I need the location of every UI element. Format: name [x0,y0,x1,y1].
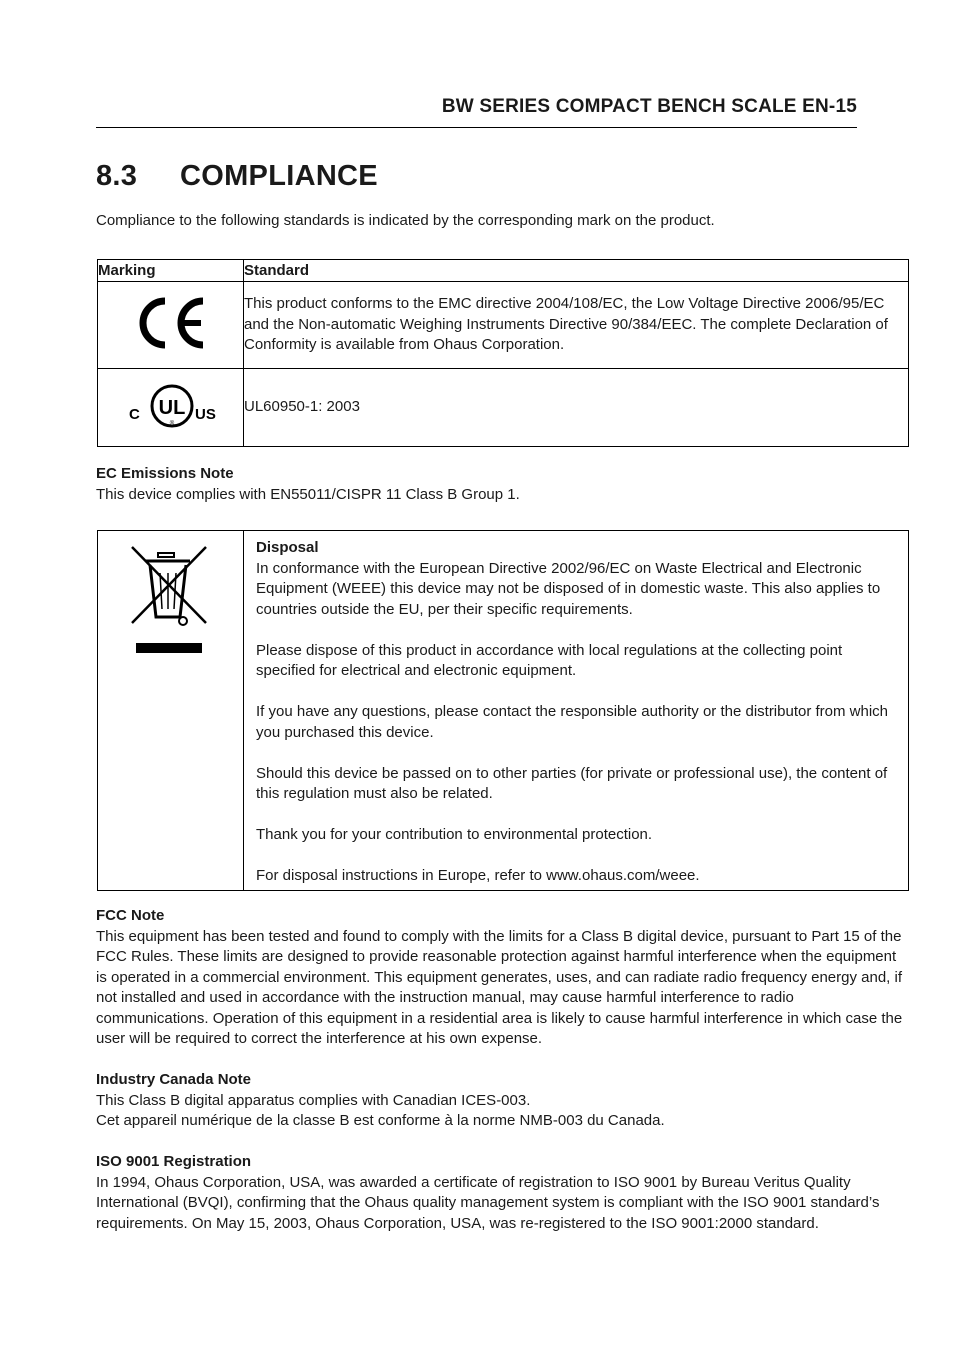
fcc-note-text: This equipment has been tested and found to comply with the limits for a Class B digital device, pursuant to Part 15 of the FCC Rules. These limits are designed to provide reasonable protection against harmful interference when the equipment is operated in a commercial environment. This equipment generates, uses, and can radiate radio frequency energy and, if not installed and used in accordance with the instruction manual, may cause harmful interference to radio communications. Operation of this equipment in a residential area is likely to cause harmful interference in which case the user will be required to correct the interference at his own expense. [96,927,903,1047]
industry-canada-note [96,1070,908,1132]
disposal-paragraph-6: For disposal instructions in Europe, refer to www.ohaus.com/weee. [256,867,700,884]
section-title [96,160,378,193]
fcc-note-title: FCC Note [96,907,165,924]
compliance-marks-table [97,259,909,447]
disposal-divider [243,531,244,890]
iso-registration-text: In 1994, Ohaus Corporation, USA, was awarded a certificate of registration to ISO 9001 by Bureau Veritus Quality International (BVQI), confirming that the Ohaus quality management system is compliant with the ISO 9001 standard’s requirements. On May 15, 2003, Ohaus Corporation, USA, was re-registered to the ISO 9001:2000 standard. [96,1173,880,1232]
industry-canada-line-1: This Class B digital apparatus complies with Canadian ICES-003. [96,1091,531,1109]
disposal-paragraph-4: Should this device be passed on to other parties (for private or professional use), the content of this regulation must also be related. [256,764,888,802]
iso-registration-title: ISO 9001 Registration [96,1153,252,1170]
ul-standard-text: UL60950-1: 2003 [244,369,909,447]
iso-registration [96,1152,908,1234]
disposal-paragraph-5: Thank you for your contribution to environmental protection. [256,826,653,843]
disposal-paragraph-1: In conformance with the European Directive 2002/96/EC on Waste Electrical and Electronic Equipment (WEEE) this device may not be disposed of in domestic waste. This also applies to countries outside the EU, per their specific requirements. [256,559,881,618]
column-header-marking: Marking [98,260,244,282]
ul-mark-c: C [128,405,140,423]
weee-crossed-bin-icon [128,543,210,658]
disposal-paragraph-2: Please dispose of this product in accordance with local regulations at the collecting point specified for electrical and electronic equipment. [256,641,843,679]
industry-canada-title: Industry Canada Note [96,1071,252,1088]
ul-mark-registered: ® [169,420,174,427]
ul-mark-icon [98,369,244,447]
section-number: 8.3 [96,160,138,192]
page-header-title: BW SERIES COMPACT BENCH SCALE EN-15 [441,96,857,117]
intro-paragraph: Compliance to the following standards is indicated by the corresponding mark on the product. [96,212,715,229]
ec-emissions-title: EC Emissions Note [96,465,234,482]
ec-emissions-note [96,464,908,505]
table-row [98,369,909,447]
disposal-title: Disposal [256,539,319,556]
industry-canada-line-2: Cet appareil numérique de la classe B est conforme à la norme NMB-003 du Canada. [96,1112,665,1129]
section-heading: COMPLIANCE [180,160,378,192]
header-rule [96,127,857,128]
disposal-paragraph-3: If you have any questions, please contact the responsible authority or the distributor from which you purchased this device. [256,703,889,741]
table-row [98,282,909,369]
ec-emissions-text: This device complies with EN55011/CISPR 11 Class B Group 1. [96,485,520,503]
page-header [96,96,857,130]
ul-mark-ul: UL [158,396,185,419]
fcc-note [96,906,908,1050]
column-header-standard: Standard [244,260,909,282]
disposal-text [256,538,898,907]
ul-mark-us: US [194,405,216,423]
ce-standard-text: This product conforms to the EMC directive 2004/108/EC, the Low Voltage Directive 2006/95/EC and the Non-automatic Weighing Instruments Directive 90/384/EEC. The complete Declaration of Conformity is available from Ohaus Corporation. [244,282,909,369]
disposal-box [97,530,909,891]
ce-mark-icon [98,282,244,369]
table-header-row [98,260,909,282]
